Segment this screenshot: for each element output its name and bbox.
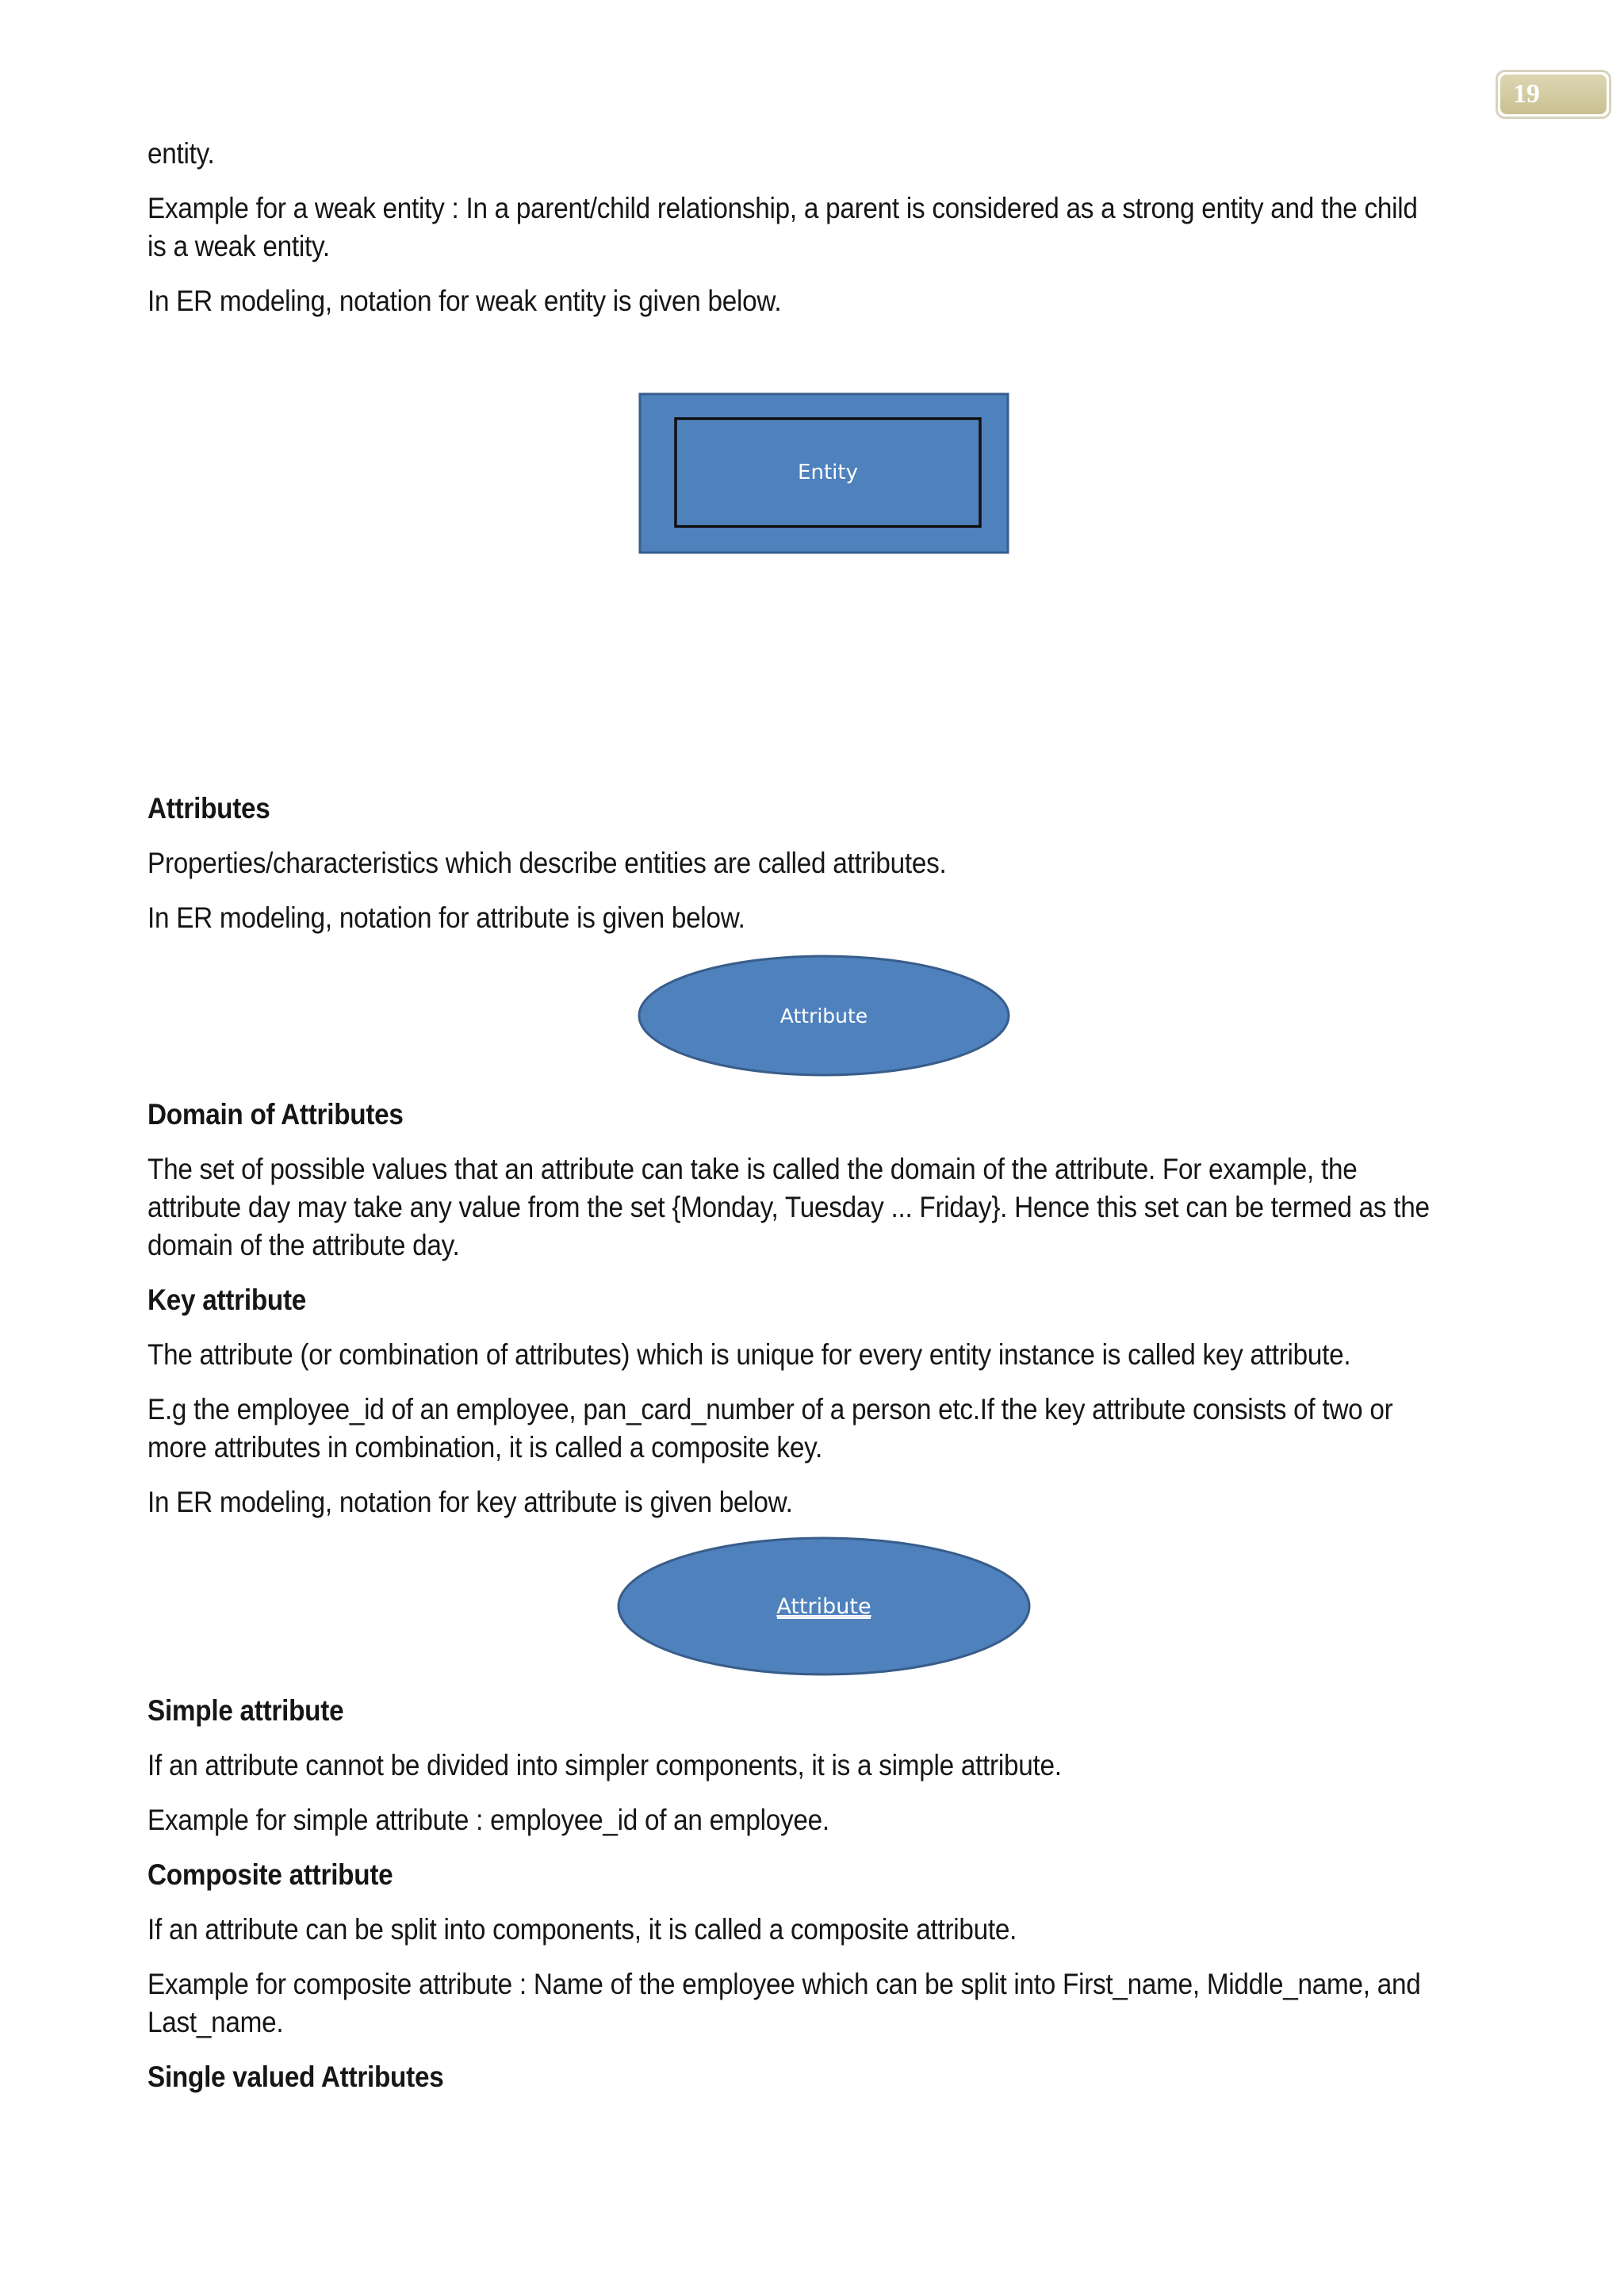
paragraph-simple-example: Example for simple attribute : employee_id of an employee. bbox=[147, 1804, 829, 1836]
heading-composite-attribute: Composite attribute bbox=[147, 1858, 393, 1891]
paragraph-key-definition: The attribute (or combination of attributes) which is unique for every entity instance is called key attribute. bbox=[147, 1338, 1351, 1371]
paragraph-simple-definition: If an attribute cannot be divided into simpler components, it is a simple attribute. bbox=[147, 1749, 1062, 1781]
paragraph-weak-entity-example-cont: is a weak entity. bbox=[147, 230, 330, 262]
key-attribute-diagram bbox=[614, 1535, 1034, 1678]
paragraph-composite-example-line-2: Last_name. bbox=[147, 2006, 284, 2038]
weak-entity-diagram bbox=[638, 392, 1012, 557]
heading-key-attribute: Key attribute bbox=[147, 1284, 307, 1316]
paragraph-weak-entity-example: Example for a weak entity : In a parent/child relationship, a parent is considered as a strong entity and the child bbox=[147, 192, 1418, 224]
paragraph-domain-line-3: domain of the attribute day. bbox=[147, 1229, 460, 1261]
heading-simple-attribute: Simple attribute bbox=[147, 1694, 344, 1727]
paragraph-weak-entity-notation: In ER modeling, notation for weak entity is given below. bbox=[147, 285, 782, 317]
weak-entity-label: Entity bbox=[798, 461, 858, 484]
page-number: 19 bbox=[1500, 75, 1607, 114]
heading-attributes: Attributes bbox=[147, 792, 270, 825]
key-attribute-label: Attribute bbox=[776, 1594, 871, 1619]
paragraph-composite-definition: If an attribute can be split into components, it is called a composite attribute. bbox=[147, 1913, 1017, 1946]
paragraph-domain-line-2: attribute day may take any value from the set {Monday, Tuesday ... Friday}. Hence this set can be termed as the bbox=[147, 1191, 1430, 1223]
heading-single-valued-attributes: Single valued Attributes bbox=[147, 2061, 444, 2093]
paragraph-key-notation: In ER modeling, notation for key attribute is given below. bbox=[147, 1486, 793, 1518]
paragraph-domain-line-1: The set of possible values that an attribute can take is called the domain of the attribute. For example, the bbox=[147, 1153, 1358, 1185]
heading-domain-of-attributes: Domain of Attributes bbox=[147, 1098, 404, 1131]
page-number-badge bbox=[1496, 70, 1611, 119]
paragraph-composite-example-line-1: Example for composite attribute : Name of the employee which can be split into First_name, Middle_name, and bbox=[147, 1968, 1421, 2000]
paragraph-entity-tail: entity. bbox=[147, 137, 215, 170]
paragraph-key-example-line-2: more attributes in combination, it is called a composite key. bbox=[147, 1431, 822, 1464]
paragraph-key-example-line-1: E.g the employee_id of an employee, pan_card_number of a person etc.If the key attribute consists of two or bbox=[147, 1393, 1393, 1425]
paragraph-attribute-notation: In ER modeling, notation for attribute is given below. bbox=[147, 901, 745, 934]
paragraph-attribute-definition: Properties/characteristics which describe entities are called attributes. bbox=[147, 847, 947, 879]
attribute-diagram bbox=[634, 953, 1013, 1078]
attribute-label: Attribute bbox=[779, 1004, 868, 1027]
